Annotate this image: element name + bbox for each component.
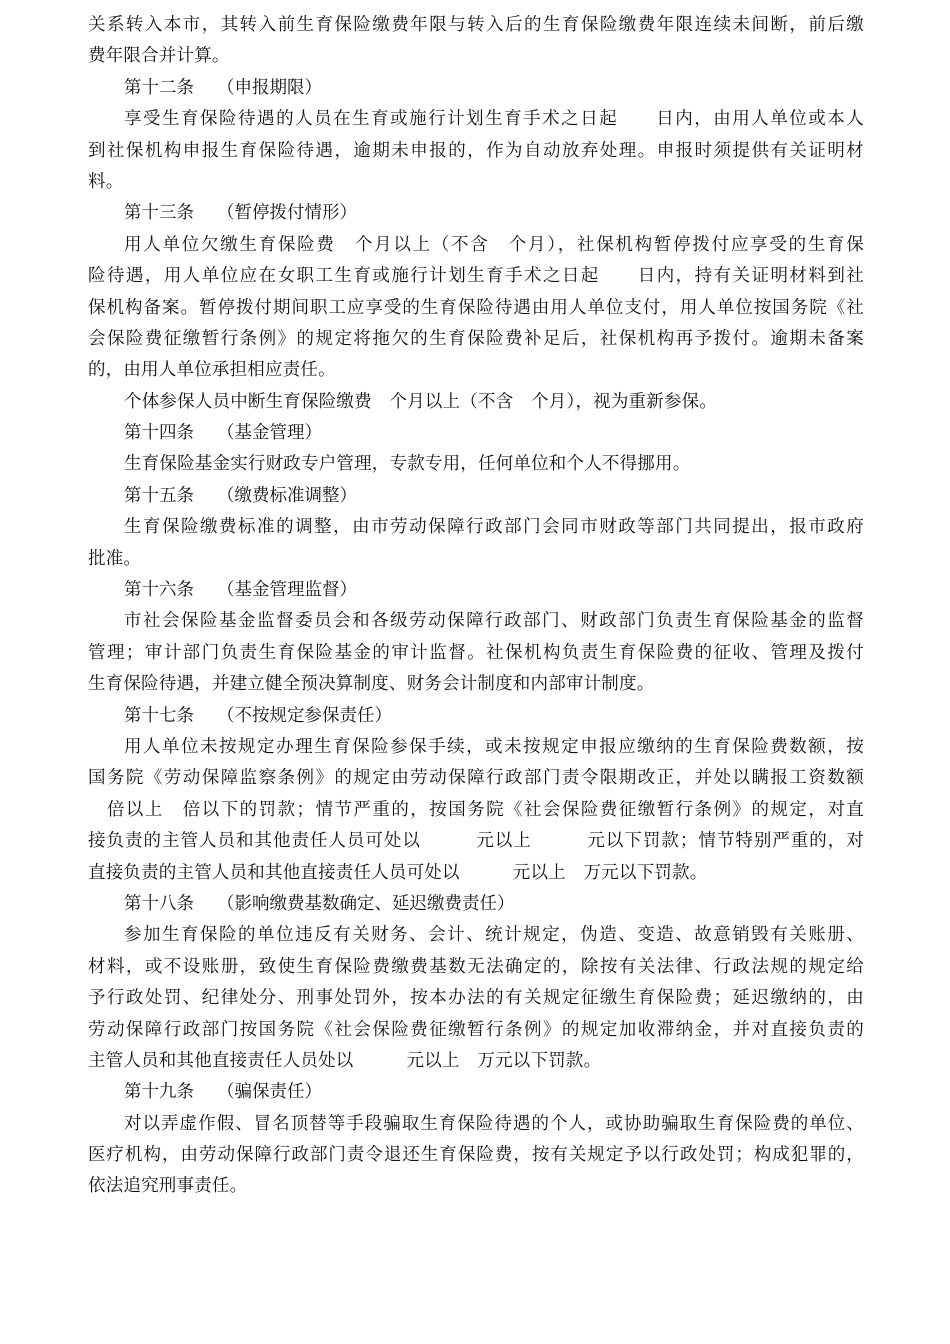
paragraph-first-line: 享受生育保险待遇的人员在生育或施行计划生育手术之日起 日内，由用人单位或本人 <box>124 109 864 130</box>
text-line: 批准。 <box>88 548 142 569</box>
text-line: 关系转入本市，其转入前生育保险缴费年限与转入后的生育保险缴费年限连续未间断，前后缴 <box>88 15 864 35</box>
article-heading: 第十三条 （暂停拨付情形） <box>124 203 358 224</box>
document-page <box>88 10 864 1203</box>
article-heading: 第十四条 （基金管理） <box>124 423 323 444</box>
article-heading: 第十六条 （基金管理监督） <box>124 580 358 601</box>
paragraph-first-line: 参加生育保险的单位违反有关财务、会计、统计规定，伪造、变造、故意销毁有关账册、 <box>124 925 864 946</box>
article-heading: 第十五条 （缴费标准调整） <box>124 485 358 506</box>
text-line: 依法追究刑事责任。 <box>88 1176 248 1197</box>
text-line: 的，由用人单位承担相应责任。 <box>88 360 336 381</box>
article-heading: 第十八条 （影响缴费基数确定、延迟缴费责任） <box>124 893 515 914</box>
text-line: 险待遇，用人单位应在女职工生育或施行计划生育手术之日起 日内，持有关证明材料到社 <box>88 266 864 287</box>
text-line: 予行政处罚、纪律处分、刑事处罚外，按本办法的有关规定征缴生育保险费；延迟缴纳的，由 <box>88 988 864 1009</box>
paragraph-first-line: 个体参保人员中断生育保险缴费 个月以上（不含 个月），视为重新参保。 <box>124 391 718 412</box>
paragraph-first-line: 生育保险基金实行财政专户管理，专款专用，任何单位和个人不得挪用。 <box>124 454 691 475</box>
text-line: 倍以上 倍以下的罚款；情节严重的，按国务院《社会保险费征缴暂行条例》的规定，对直 <box>88 799 864 820</box>
text-line: 接负责的主管人员和其他责任人员可处以 元以上 元以下罚款；情节特别严重的，对 <box>88 831 864 852</box>
text-line: 管理；审计部门负责生育保险基金的审计监督。社保机构负责生育保险费的征收、管理及拨付 <box>88 642 864 663</box>
text-line: 主管人员和其他直接责任人员处以 元以上 万元以下罚款。 <box>88 1050 602 1071</box>
text-line: 生育保险待遇，并建立健全预决算制度、财务会计制度和内部审计制度。 <box>88 674 655 695</box>
article-heading: 第十二条 （申报期限） <box>124 77 323 98</box>
paragraph-first-line: 市社会保险基金监督委员会和各级劳动保障行政部门、财政部门负责生育保险基金的监督 <box>124 611 864 632</box>
paragraph-first-line: 对以弄虚作假、冒名顶替等手段骗取生育保险待遇的个人，或协助骗取生育保险费的单位、 <box>124 1113 864 1134</box>
article-heading: 第十九条 （骗保责任） <box>124 1082 323 1103</box>
text-line: 料。 <box>88 171 124 192</box>
paragraph-first-line: 用人单位未按规定办理生育保险参保手续，或未按规定申报应缴纳的生育保险费数额，按 <box>124 736 864 757</box>
text-line: 到社保机构申报生育保险待遇，逾期未申报的，作为自动放弃处理。申报时须提供有关证明材 <box>88 140 864 161</box>
text-line: 医疗机构，由劳动保障行政部门责令退还生育保险费，按有关规定予以行政处罚；构成犯罪的， <box>88 1145 864 1166</box>
text-line: 费年限合并计算。 <box>88 46 230 67</box>
text-line: 直接负责的主管人员和其他直接责任人员可处以 元以上 万元以下罚款。 <box>88 862 708 883</box>
text-line: 保机构备案。暂停拨付期间职工应享受的生育保险待遇由用人单位支付，用人单位按国务院《社 <box>88 297 864 318</box>
text-line: 会保险费征缴暂行条例》的规定将拖欠的生育保险费补足后，社保机构再予拨付。逾期未备案 <box>88 328 864 349</box>
article-heading: 第十七条 （不按规定参保责任） <box>124 705 393 726</box>
text-line: 国务院《劳动保障监察条例》的规定由劳动保障行政部门责令限期改正，并处以瞒报工资数额 <box>88 768 864 789</box>
paragraph-first-line: 用人单位欠缴生育保险费 个月以上（不含 个月），社保机构暂停拨付应享受的生育保 <box>124 234 864 255</box>
paragraph-first-line: 生育保险缴费标准的调整，由市劳动保障行政部门会同市财政等部门共同提出，报市政府 <box>124 517 864 538</box>
text-line: 材料，或不设账册，致使生育保险费缴费基数无法确定的，除按有关法律、行政法规的规定给 <box>88 956 864 977</box>
text-line: 劳动保障行政部门按国务院《社会保险费征缴暂行条例》的规定加收滞纳金，并对直接负责的 <box>88 1019 864 1040</box>
